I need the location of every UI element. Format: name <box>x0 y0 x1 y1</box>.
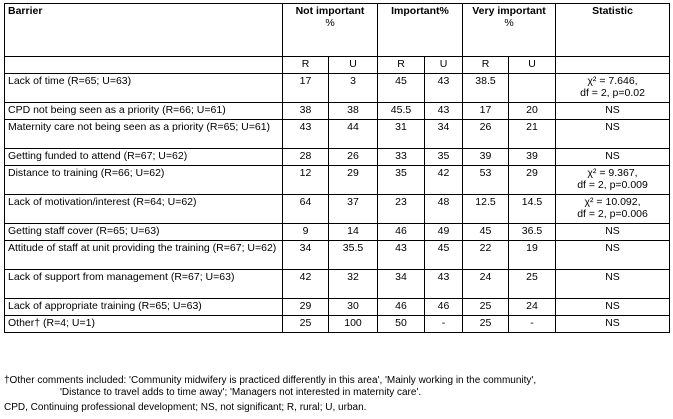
statistic-cell <box>556 166 670 195</box>
important-rural-cell: 43 <box>378 241 425 270</box>
not-important-urban-cell: 3 <box>329 74 378 103</box>
not-important-urban-cell: 37 <box>329 195 378 224</box>
footnote-other: †Other comments included: 'Community midwifery is practiced differently in this area', 'Mainly working in the community', <box>4 375 537 386</box>
table-row <box>5 74 670 103</box>
important-urban-cell: - <box>425 316 463 333</box>
header-row <box>5 4 670 57</box>
statistic-line-2: df = 2, p=0.006 <box>577 208 648 220</box>
very-important-urban-cell <box>509 74 556 103</box>
very-important-urban-cell: - <box>509 316 556 333</box>
subheader-vi-r: R <box>463 57 509 74</box>
important-rural-cell: 46 <box>378 224 425 241</box>
subheader-blank <box>5 57 283 74</box>
table-row <box>5 166 670 195</box>
important-urban-cell: 34 <box>425 120 463 149</box>
statistic-cell <box>556 270 670 299</box>
header-very-important-unit: % <box>504 17 514 29</box>
barrier-cell: Lack of support from management (R=67; U=63) <box>5 270 283 299</box>
statistic-cell <box>556 224 670 241</box>
header-not-important-label: Not important <box>295 5 365 17</box>
very-important-rural-cell: 53 <box>463 166 509 195</box>
important-rural-cell: 45 <box>378 74 425 103</box>
barrier-cell: Lack of appropriate training (R=65; U=63) <box>5 299 283 316</box>
statistic-line-1: NS <box>605 121 620 133</box>
important-rural-cell: 34 <box>378 270 425 299</box>
important-rural-cell: 23 <box>378 195 425 224</box>
very-important-urban-cell: 29 <box>509 166 556 195</box>
important-urban-cell: 42 <box>425 166 463 195</box>
important-rural-cell: 35 <box>378 166 425 195</box>
header-not-important-unit: % <box>325 17 335 29</box>
very-important-rural-cell: 39 <box>463 149 509 166</box>
statistic-line-1: NS <box>605 300 620 312</box>
not-important-urban-cell: 32 <box>329 270 378 299</box>
statistic-cell <box>556 74 670 103</box>
important-urban-cell: 43 <box>425 270 463 299</box>
header-very-important <box>463 4 556 57</box>
not-important-urban-cell: 38 <box>329 103 378 120</box>
very-important-urban-cell: 36.5 <box>509 224 556 241</box>
important-urban-cell: 49 <box>425 224 463 241</box>
very-important-rural-cell: 25 <box>463 316 509 333</box>
statistic-line-2: df = 2, p=0.02 <box>580 87 645 99</box>
barrier-cell: Getting staff cover (R=65; U=63) <box>5 224 283 241</box>
statistic-line-1: NS <box>605 104 620 116</box>
barrier-cell: Other† (R=4; U=1) <box>5 316 283 333</box>
header-important: Important% <box>378 4 463 57</box>
not-important-urban-cell: 44 <box>329 120 378 149</box>
statistic-cell <box>556 299 670 316</box>
header-very-important-label: Very important <box>472 5 546 17</box>
very-important-urban-cell: 24 <box>509 299 556 316</box>
statistic-line-1: χ² = 10.092, <box>584 196 641 208</box>
table-row <box>5 299 670 316</box>
very-important-rural-cell: 25 <box>463 299 509 316</box>
not-important-rural-cell: 38 <box>283 103 329 120</box>
very-important-rural-cell: 22 <box>463 241 509 270</box>
statistic-cell <box>556 241 670 270</box>
header-not-important <box>283 4 378 57</box>
very-important-urban-cell: 39 <box>509 149 556 166</box>
table-row <box>5 103 670 120</box>
important-urban-cell: 35 <box>425 149 463 166</box>
barrier-cell: CPD not being seen as a priority (R=66; U=61) <box>5 103 283 120</box>
statistic-cell <box>556 149 670 166</box>
not-important-urban-cell: 26 <box>329 149 378 166</box>
statistic-line-2: df = 2, p=0.009 <box>577 179 648 191</box>
important-rural-cell: 33 <box>378 149 425 166</box>
not-important-urban-cell: 30 <box>329 299 378 316</box>
very-important-urban-cell: 21 <box>509 120 556 149</box>
very-important-urban-cell: 14.5 <box>509 195 556 224</box>
statistic-line-1: NS <box>605 271 620 283</box>
barriers-table <box>4 3 670 333</box>
not-important-rural-cell: 64 <box>283 195 329 224</box>
statistic-line-1: NS <box>605 150 620 162</box>
table-row <box>5 270 670 299</box>
subheader-row <box>5 57 670 74</box>
footnote-other-cont: 'Distance to travel adds to time away'; 'Managers not interested in maternity care'. <box>60 387 422 398</box>
statistic-line-1: χ² = 7.646, <box>587 75 638 87</box>
important-urban-cell: 48 <box>425 195 463 224</box>
statistic-cell <box>556 195 670 224</box>
very-important-rural-cell: 26 <box>463 120 509 149</box>
not-important-rural-cell: 9 <box>283 224 329 241</box>
very-important-rural-cell: 12.5 <box>463 195 509 224</box>
not-important-rural-cell: 43 <box>283 120 329 149</box>
statistic-line-1: NS <box>605 225 620 237</box>
not-important-rural-cell: 34 <box>283 241 329 270</box>
subheader-ni-r: R <box>283 57 329 74</box>
important-urban-cell: 43 <box>425 74 463 103</box>
very-important-rural-cell: 38.5 <box>463 74 509 103</box>
not-important-rural-cell: 17 <box>283 74 329 103</box>
not-important-urban-cell: 14 <box>329 224 378 241</box>
not-important-rural-cell: 12 <box>283 166 329 195</box>
statistic-line-1: NS <box>605 242 620 254</box>
important-rural-cell: 50 <box>378 316 425 333</box>
table-row <box>5 316 670 333</box>
statistic-line-1: χ² = 9.367, <box>587 167 638 179</box>
barrier-cell: Lack of motivation/interest (R=64; U=62) <box>5 195 283 224</box>
not-important-urban-cell: 35.5 <box>329 241 378 270</box>
footnote-abbreviations: CPD, Continuing professional development; NS, not significant; R, rural; U, urban. <box>4 402 367 413</box>
not-important-rural-cell: 28 <box>283 149 329 166</box>
subheader-vi-u: U <box>509 57 556 74</box>
important-rural-cell: 31 <box>378 120 425 149</box>
subheader-i-r: R <box>378 57 425 74</box>
very-important-urban-cell: 20 <box>509 103 556 120</box>
very-important-rural-cell: 17 <box>463 103 509 120</box>
not-important-urban-cell: 100 <box>329 316 378 333</box>
important-rural-cell: 45.5 <box>378 103 425 120</box>
barrier-cell: Distance to training (R=66; U=62) <box>5 166 283 195</box>
barrier-cell: Getting funded to attend (R=67; U=62) <box>5 149 283 166</box>
table-row <box>5 241 670 270</box>
not-important-rural-cell: 29 <box>283 299 329 316</box>
not-important-urban-cell: 29 <box>329 166 378 195</box>
header-statistic: Statistic <box>556 4 670 57</box>
table-row <box>5 224 670 241</box>
subheader-stat-blank <box>556 57 670 74</box>
statistic-cell <box>556 120 670 149</box>
table-row <box>5 195 670 224</box>
barrier-cell: Lack of time (R=65; U=63) <box>5 74 283 103</box>
barrier-cell: Maternity care not being seen as a priority (R=65; U=61) <box>5 120 283 149</box>
table-row <box>5 149 670 166</box>
statistic-cell <box>556 316 670 333</box>
subheader-ni-u: U <box>329 57 378 74</box>
subheader-i-u: U <box>425 57 463 74</box>
statistic-line-1: NS <box>605 317 620 329</box>
not-important-rural-cell: 42 <box>283 270 329 299</box>
important-rural-cell: 46 <box>378 299 425 316</box>
very-important-urban-cell: 19 <box>509 241 556 270</box>
header-barrier: Barrier <box>5 4 283 57</box>
very-important-rural-cell: 24 <box>463 270 509 299</box>
barrier-cell: Attitude of staff at unit providing the training (R=67; U=62) <box>5 241 283 270</box>
very-important-urban-cell: 25 <box>509 270 556 299</box>
table-row <box>5 120 670 149</box>
important-urban-cell: 45 <box>425 241 463 270</box>
important-urban-cell: 46 <box>425 299 463 316</box>
not-important-rural-cell: 25 <box>283 316 329 333</box>
statistic-cell <box>556 103 670 120</box>
important-urban-cell: 43 <box>425 103 463 120</box>
very-important-rural-cell: 45 <box>463 224 509 241</box>
